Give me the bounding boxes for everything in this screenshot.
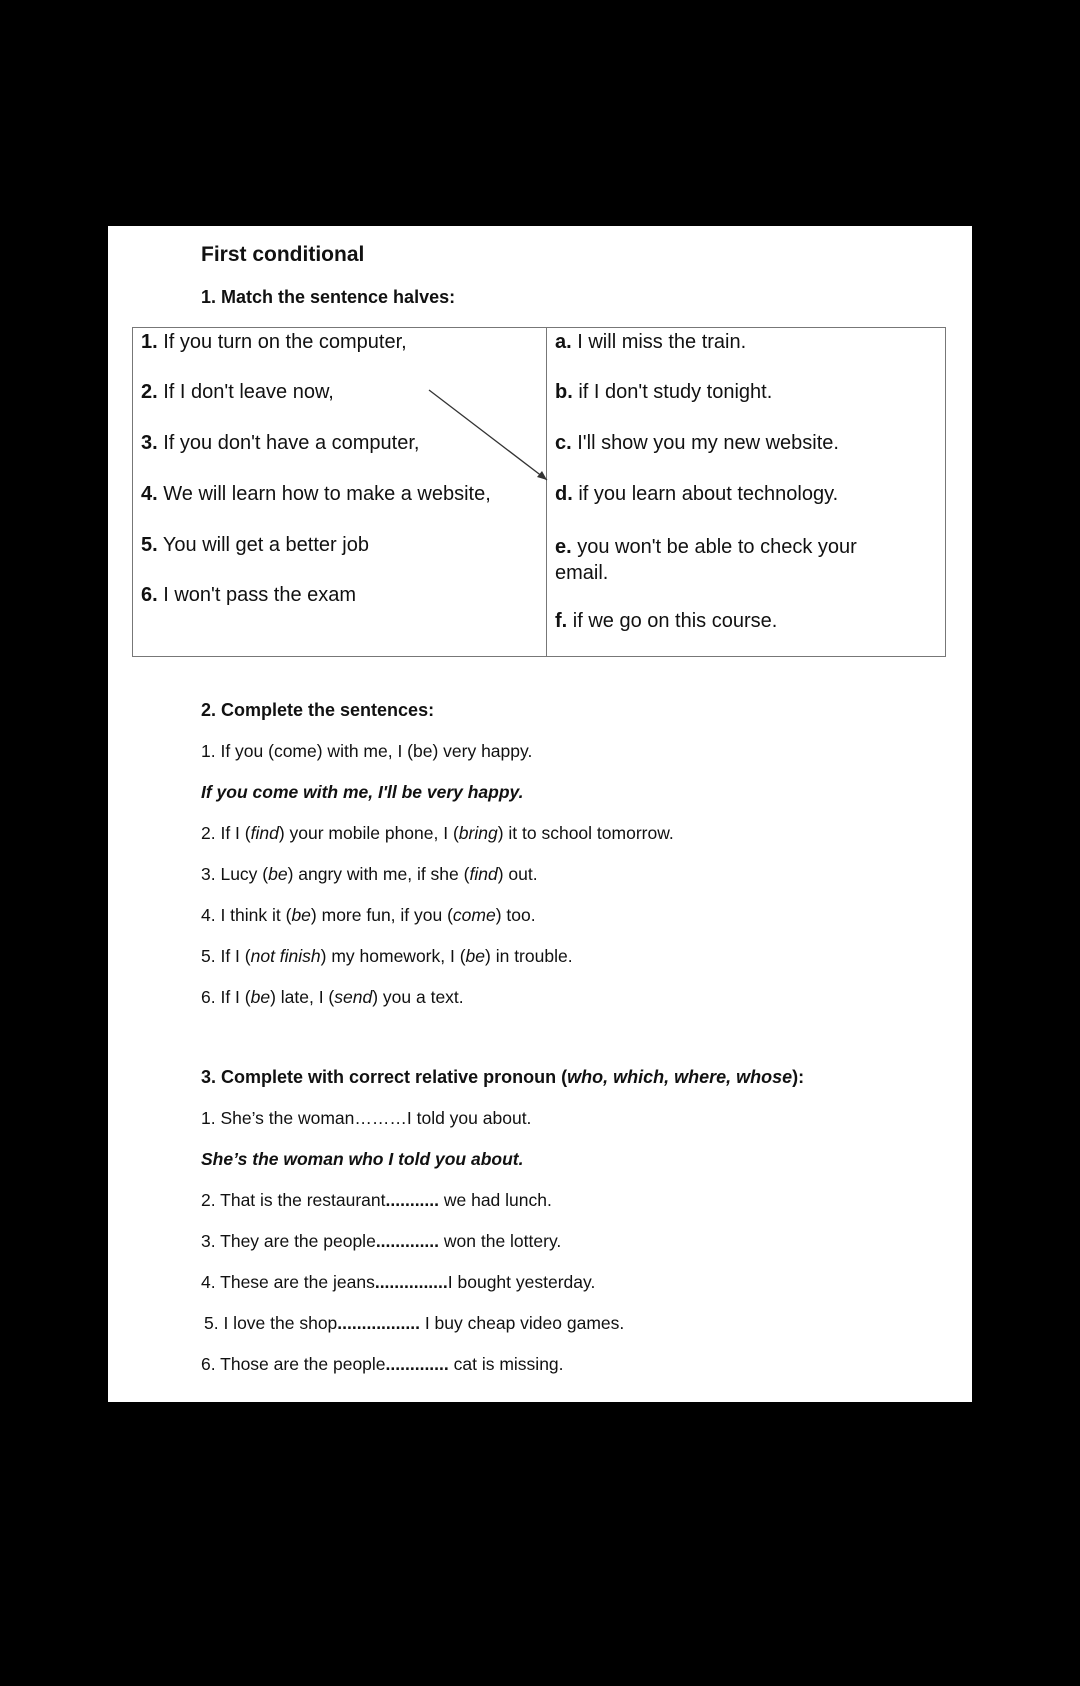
section3-item-5: 5. I love the shop................. I buy cheap video games. bbox=[204, 1313, 625, 1333]
right-item-d: d. if you learn about technology. bbox=[555, 483, 839, 505]
section2-item-3: 3. Lucy (be) angry with me, if she (find) out. bbox=[201, 864, 538, 884]
left-item-6: 6. I won't pass the exam bbox=[141, 584, 357, 606]
section2-item-2: 2. If I (find) your mobile phone, I (bring) it to school tomorrow. bbox=[201, 823, 674, 843]
page-title: First conditional bbox=[201, 243, 365, 266]
left-item-1: 1. If you turn on the computer, bbox=[141, 331, 407, 353]
left-item-2: 2. If I don't leave now, bbox=[141, 381, 334, 403]
section3-item-3: 3. They are the people............. won the lottery. bbox=[201, 1231, 562, 1251]
worksheet-page bbox=[108, 226, 972, 1402]
section3-example-prompt: 1. She’s the woman………I told you about. bbox=[201, 1108, 532, 1128]
left-item-3: 3. If you don't have a computer, bbox=[141, 432, 420, 454]
section3-heading: 3. Complete with correct relative pronoun (who, which, where, whose): bbox=[201, 1067, 805, 1087]
left-item-4: 4. We will learn how to make a website, bbox=[141, 483, 491, 505]
section3-item-4: 4. These are the jeans...............I bought yesterday. bbox=[201, 1272, 596, 1292]
section2-item-6: 6. If I (be) late, I (send) you a text. bbox=[201, 987, 464, 1007]
right-item-c: c. I'll show you my new website. bbox=[555, 432, 839, 454]
section3-item-6: 6. Those are the people............. cat is missing. bbox=[201, 1354, 564, 1374]
section3-item-2: 2. That is the restaurant........... we had lunch. bbox=[201, 1190, 552, 1210]
section2-item-4: 4. I think it (be) more fun, if you (come) too. bbox=[201, 905, 536, 925]
right-item-b: b. if I don't study tonight. bbox=[555, 381, 773, 403]
left-item-5: 5. You will get a better job bbox=[141, 534, 369, 556]
section2-heading: 2. Complete the sentences: bbox=[201, 700, 435, 720]
example-match-arrow bbox=[133, 328, 945, 656]
right-item-e: e. you won't be able to check your email. bbox=[555, 536, 857, 584]
section3-example-answer: She’s the woman who I told you about. bbox=[201, 1149, 524, 1169]
section2-example-prompt: 1. If you (come) with me, I (be) very happy. bbox=[201, 741, 533, 761]
section2-example-answer: If you come with me, I'll be very happy. bbox=[201, 782, 524, 802]
right-item-f: f. if we go on this course. bbox=[555, 610, 778, 632]
section2-item-5: 5. If I (not finish) my homework, I (be) in trouble. bbox=[201, 946, 573, 966]
match-table bbox=[132, 327, 946, 657]
section1-heading: 1. Match the sentence halves: bbox=[201, 287, 456, 307]
right-item-a: a. I will miss the train. bbox=[555, 331, 747, 353]
